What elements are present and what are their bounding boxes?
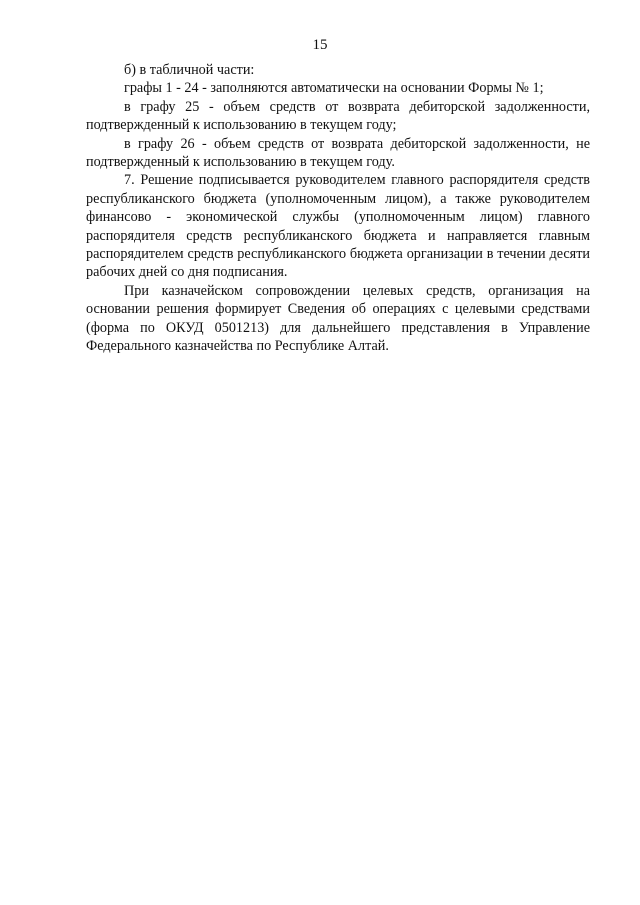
paragraph-treasury-support: При казначейском сопровождении целевых средств, организация на основании решения формирует Сведения об операциях с целевыми средствами (форма по ОКУД 0501213) для дальнейшего представления в Управление Федерального казначейства по Республике Алтай. xyxy=(86,282,590,355)
page-number: 15 xyxy=(312,37,328,53)
paragraph-column-25: в графу 25 - объем средств от возврата дебиторской задолженности, подтвержденный к использованию в текущем году; xyxy=(86,98,590,134)
paragraph-item-7-decision: 7. Решение подписывается руководителем главного распорядителя средств республиканского бюджета (уполномоченным лицом), а также руководителем финансово - экономической службы (уполномоченным лицом) главного распорядителя средств республиканского бюджета и направляется главным распорядителем средств республиканского бюджета организации в течении десяти рабочих дней со дня подписания. xyxy=(86,172,590,281)
document-body xyxy=(86,61,590,356)
paragraph-columns-1-24: графы 1 - 24 - заполняются автоматически на основании Формы № 1; xyxy=(124,80,544,97)
paragraph-table-part-heading: б) в табличной части: xyxy=(124,62,255,78)
paragraph-column-26: в графу 26 - объем средств от возврата дебиторской задолженности, не подтвержденный к использованию в текущем году. xyxy=(86,135,590,171)
